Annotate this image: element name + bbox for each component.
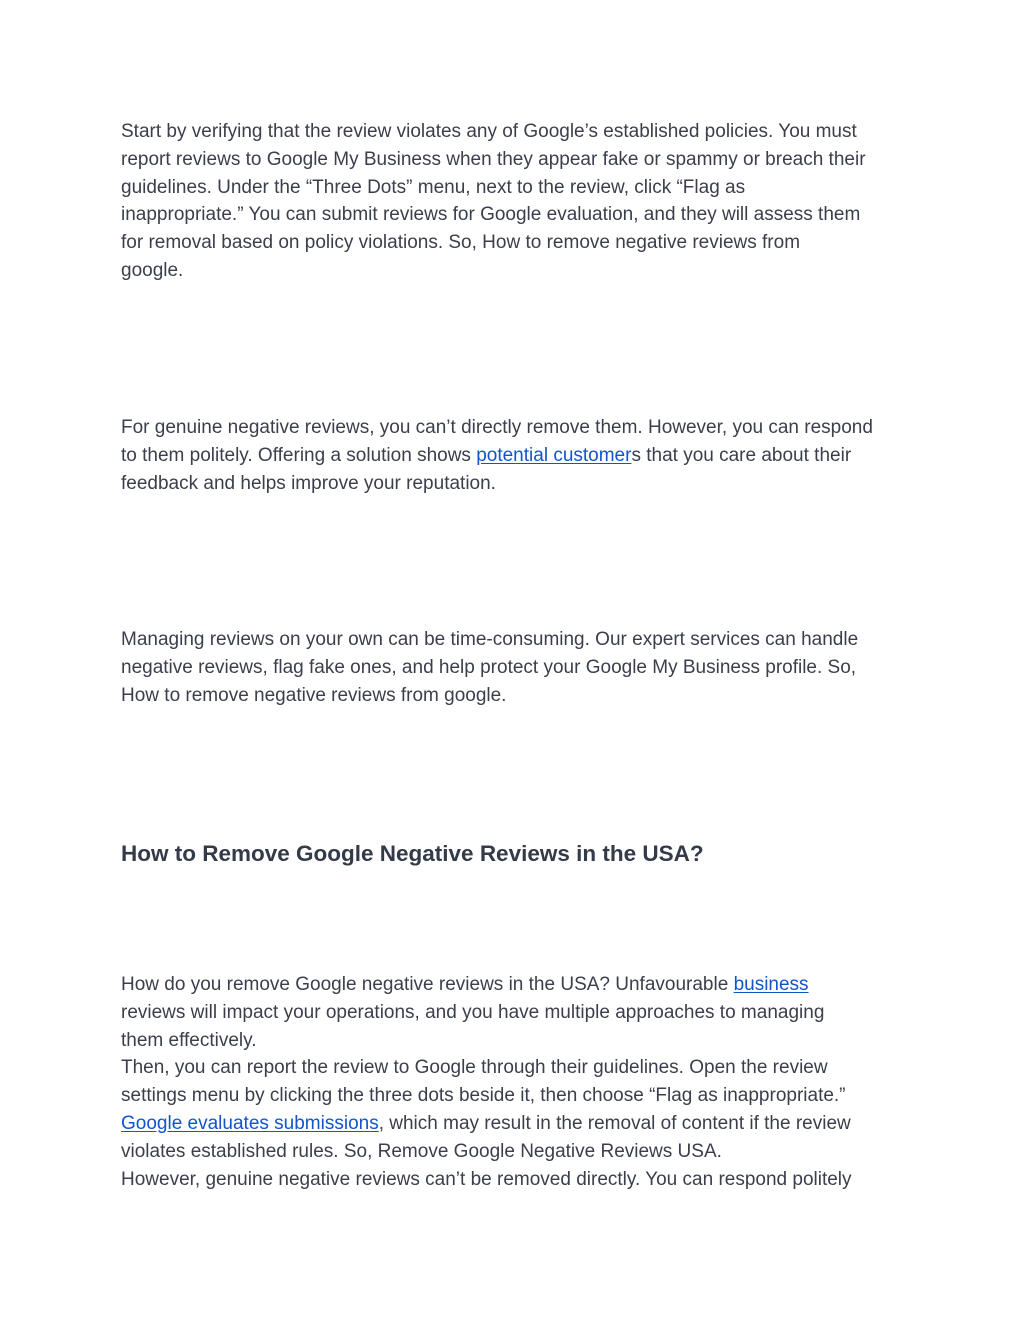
paragraph-flag-review <box>121 118 911 285</box>
text-line <box>121 971 911 999</box>
text-line: Start by verifying that the review violates any of Google’s established policies. You must <box>121 121 857 142</box>
text-line: However, genuine negative reviews can’t be removed directly. You can respond politely <box>121 1168 852 1190</box>
paragraph-genuine-reviews <box>121 414 911 497</box>
text-line: for removal based on policy violations. So, How to remove negative reviews from <box>121 232 801 254</box>
paragraph-remove-usa <box>121 971 911 1193</box>
text-segment: , which may result in the removal of content if the review <box>378 1112 851 1134</box>
text-line: them effectively. <box>121 1029 257 1051</box>
paragraph-managing-reviews <box>121 626 911 709</box>
business-link[interactable]: business <box>733 974 809 995</box>
text-segment: to them politely. Offering a solution shows <box>121 444 477 466</box>
text-line: guidelines. Under the “Three Dots” menu, next to the review, click “Flag as <box>121 176 746 198</box>
text-line: Managing reviews on your own can be time-consuming. Our expert services can handle <box>121 629 859 650</box>
potential-customer-link[interactable]: potential customer <box>476 444 632 466</box>
google-evaluates-submissions-link[interactable]: Google evaluates submissions <box>121 1112 379 1134</box>
text-line: For genuine negative reviews, you can’t directly remove them. However, you can respond <box>121 417 873 438</box>
text-line <box>121 442 911 470</box>
text-line: inappropriate.” You can submit reviews for Google evaluation, and they will assess them <box>121 204 861 226</box>
section-heading: How to Remove Google Negative Reviews in the USA? <box>121 841 704 866</box>
text-segment: How do you remove Google negative reviews in the USA? Unfavourable <box>121 974 734 995</box>
text-line: negative reviews, flag fake ones, and help protect your Google My Business profile. So, <box>121 656 857 678</box>
text-line: How to remove negative reviews from google. <box>121 684 507 706</box>
text-line: report reviews to Google My Business when they appear fake or spammy or breach their <box>121 148 866 170</box>
text-line: settings menu by clicking the three dots beside it, then choose “Flag as inappropriate.” <box>121 1085 846 1107</box>
text-line: Then, you can report the review to Google through their guidelines. Open the review <box>121 1057 828 1079</box>
text-line <box>121 1110 911 1138</box>
text-segment: s that you care about their <box>631 444 852 466</box>
text-line: feedback and helps improve your reputation. <box>121 472 496 494</box>
text-line: reviews will impact your operations, and you have multiple approaches to managing <box>121 1001 825 1023</box>
text-line: google. <box>121 259 184 281</box>
text-line: violates established rules. So, Remove Google Negative Reviews USA. <box>121 1140 722 1162</box>
